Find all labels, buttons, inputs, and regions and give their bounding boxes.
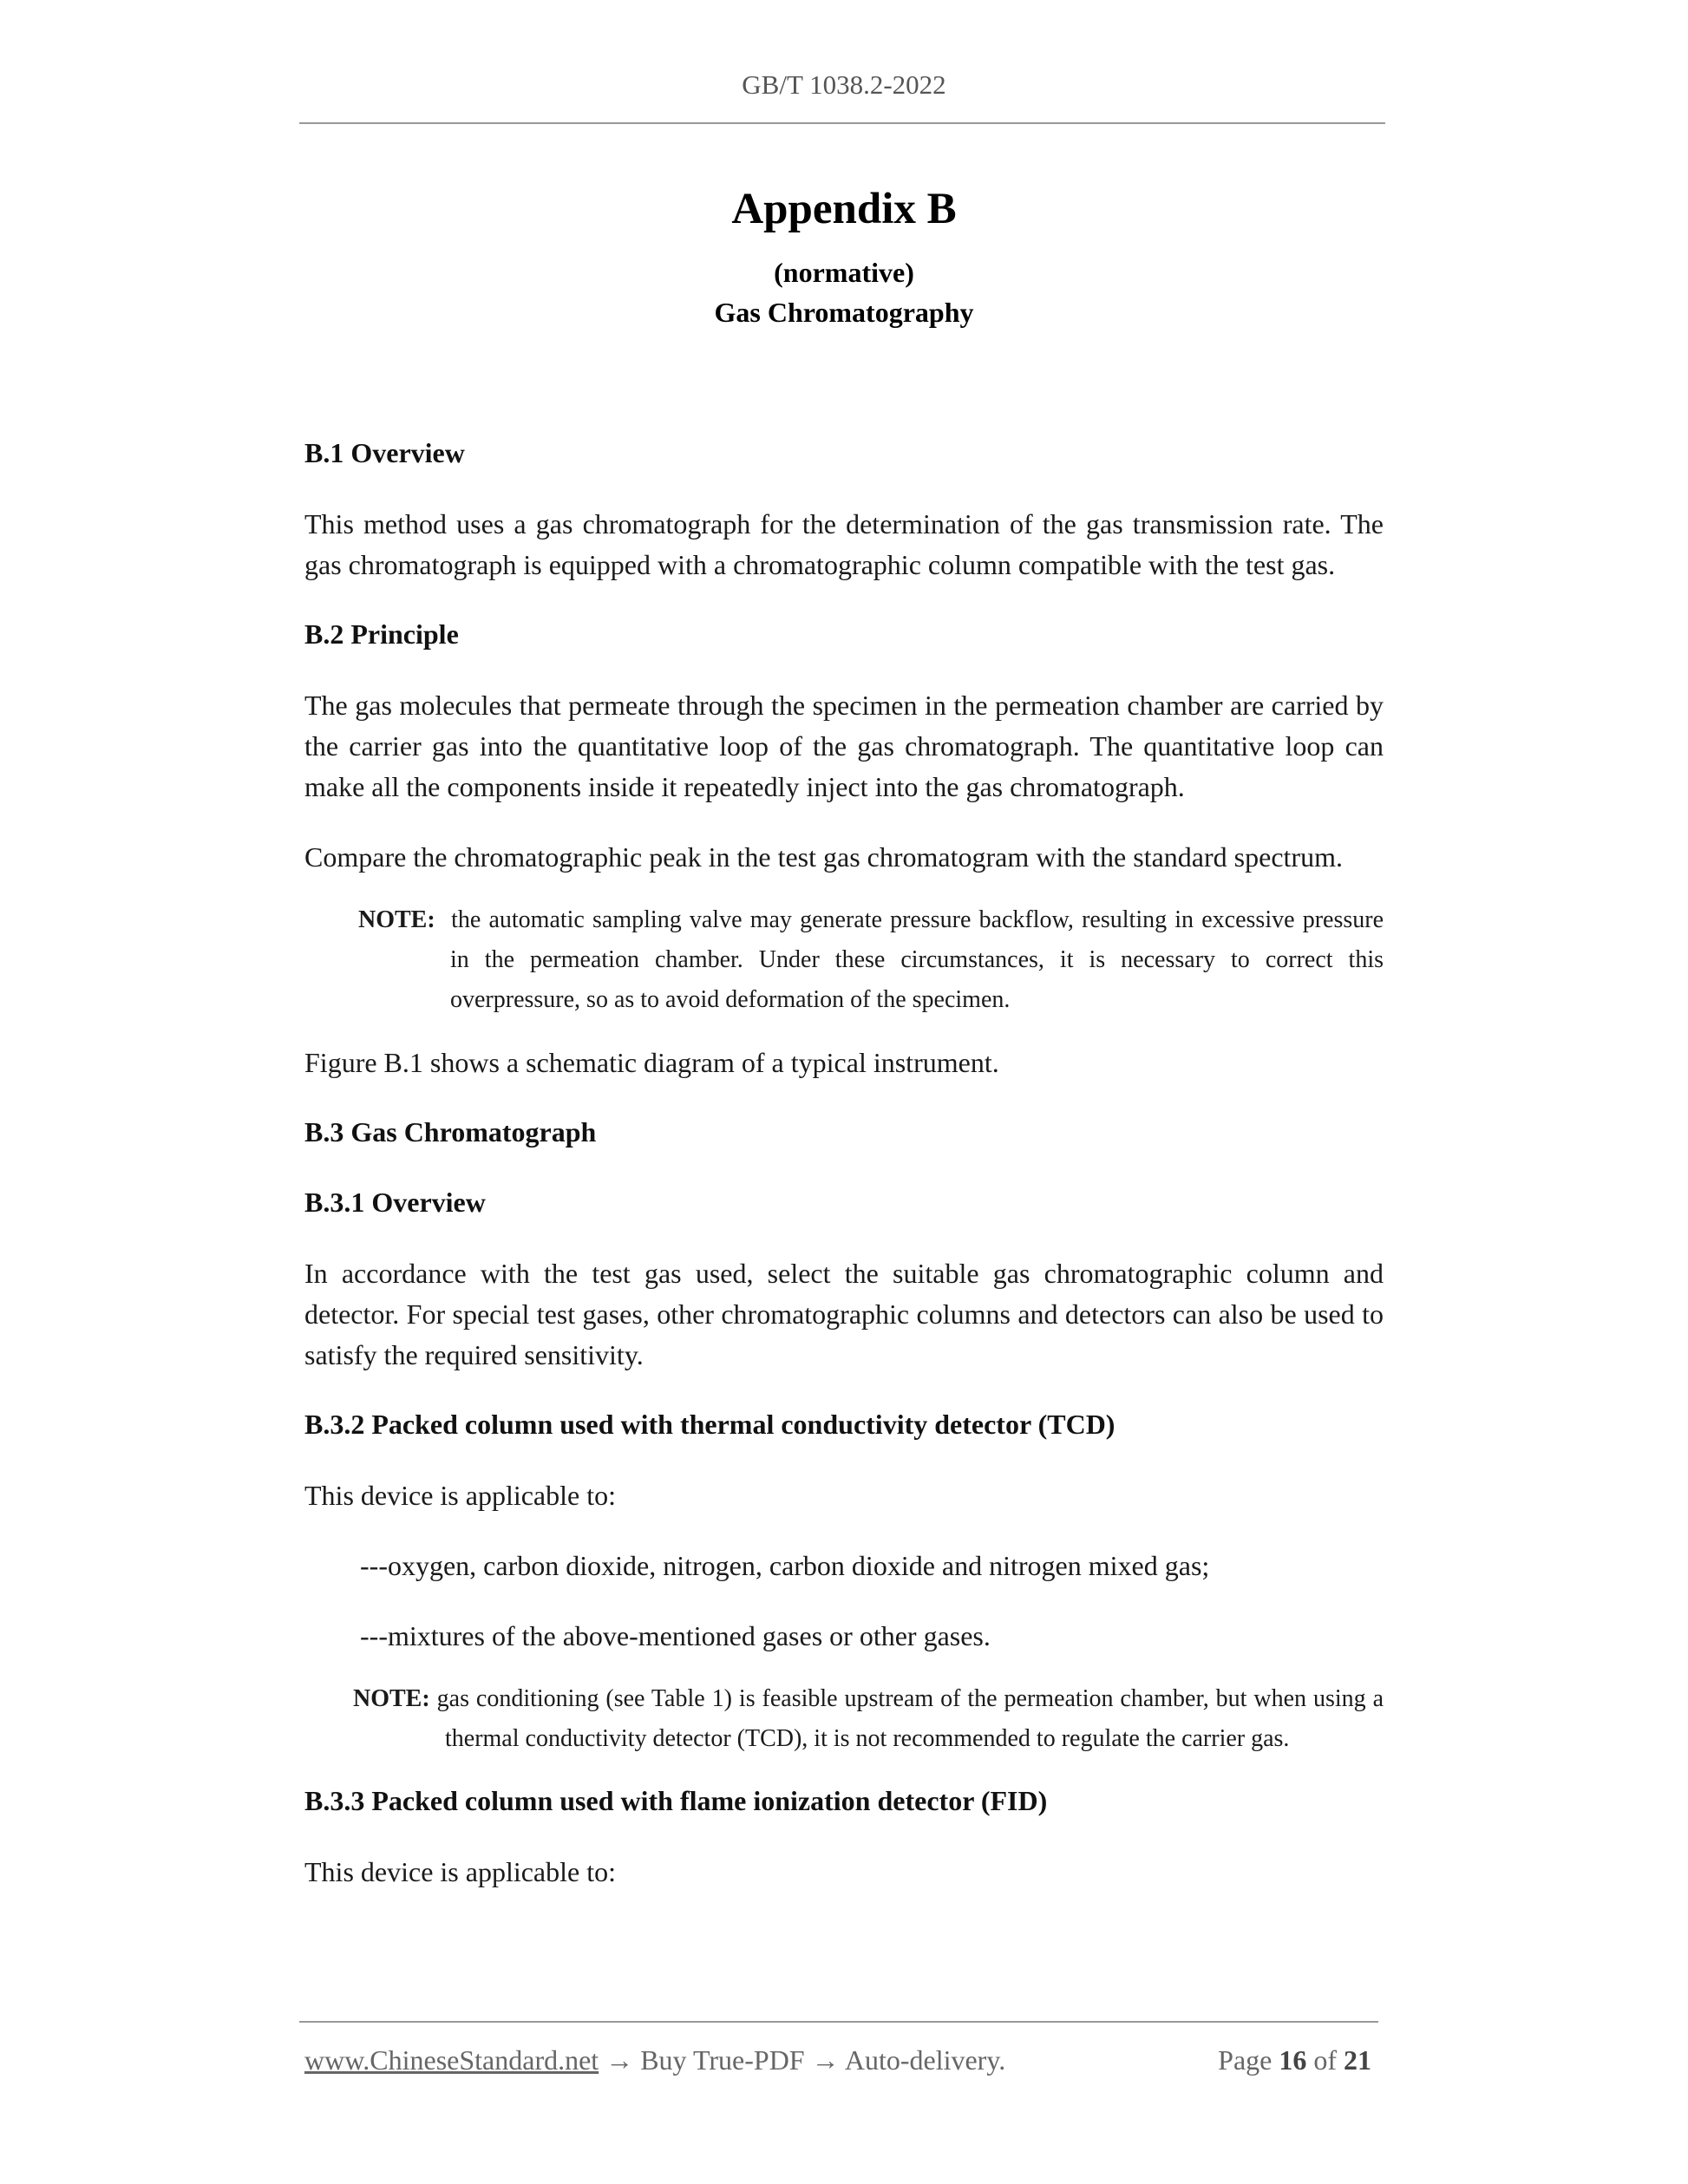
- paragraph-b33-applicable: This device is applicable to:: [304, 1856, 616, 1887]
- page-word: Page: [1218, 2044, 1273, 2076]
- page-of: of: [1313, 2044, 1337, 2076]
- buy-text: Buy True-PDF: [640, 2044, 805, 2076]
- site-link[interactable]: www.ChineseStandard.net: [304, 2044, 599, 2076]
- list-item: ---mixtures of the above-mentioned gases or other gases.: [360, 1620, 991, 1651]
- note-text: the automatic sampling valve may generate pressure backflow, resulting in excessive pressure in the permeation chamber. Under these circumstances, it is necessary to correct this overpressure, so as to avoid deformation of the specimen.: [450, 906, 1384, 1013]
- appendix-title: Appendix B: [731, 185, 957, 233]
- section-heading-b32: B.3.2 Packed column used with thermal conductivity detector (TCD): [304, 1409, 1116, 1440]
- paragraph-b2-principle: The gas molecules that permeate through the specimen in the permeation chamber are carried by the carrier gas into the quantitative loop of the gas chromatograph. The quantitative loop can make all the components inside it repeatedly inject into the gas chromatograph.: [304, 690, 1384, 802]
- page-total: 21: [1344, 2044, 1371, 2076]
- note-b32: [304, 1679, 1384, 1759]
- body-content: [304, 434, 1384, 1893]
- paragraph-b1: This method uses a gas chromatograph for the determination of the gas transmission rate. The gas chromatograph is equipped with a chromatographic column compatible with the test gas.: [304, 508, 1384, 580]
- footer-promo: [304, 2041, 1005, 2079]
- arrow-right-icon: →: [811, 2044, 840, 2076]
- paragraph-b2-compare: Compare the chromatographic peak in the test gas chromatogram with the standard spectrum.: [304, 841, 1343, 873]
- running-header: GB/T 1038.2-2022: [742, 69, 946, 100]
- page-current: 16: [1279, 2044, 1307, 2076]
- footer-divider: [299, 2021, 1378, 2023]
- section-heading-b3: B.3 Gas Chromatograph: [304, 1116, 597, 1148]
- note-label: NOTE:: [358, 906, 435, 933]
- list-item: ---oxygen, carbon dioxide, nitrogen, carbon dioxide and nitrogen mixed gas;: [360, 1550, 1210, 1581]
- appendix-type: (normative): [774, 257, 914, 288]
- paragraph-figure-reference: Figure B.1 shows a schematic diagram of a typical instrument.: [304, 1047, 999, 1078]
- delivery-text: Auto-delivery.: [844, 2044, 1006, 2076]
- arrow-right-icon: →: [605, 2044, 634, 2076]
- header-divider: [299, 122, 1385, 124]
- note-label: NOTE:: [353, 1685, 430, 1712]
- section-heading-b2: B.2 Principle: [304, 618, 459, 650]
- page-number: [1218, 2041, 1371, 2079]
- note-text: gas conditioning (see Table 1) is feasible upstream of the permeation chamber, but when using a thermal conductivity detector (TCD), it is not recommended to regulate the carrier gas.: [436, 1685, 1384, 1752]
- section-heading-b1: B.1 Overview: [304, 437, 465, 468]
- paragraph-b31: In accordance with the test gas used, select the suitable gas chromatographic column and detector. For special test gases, other chromatographic columns and detectors can also be used to satisfy the required sensitivity.: [304, 1258, 1384, 1370]
- appendix-name: Gas Chromatography: [714, 297, 974, 328]
- section-heading-b31: B.3.1 Overview: [304, 1187, 486, 1218]
- note-b2: [304, 900, 1384, 1020]
- section-heading-b33: B.3.3 Packed column used with flame ionization detector (FID): [304, 1785, 1048, 1816]
- paragraph-b32-applicable: This device is applicable to:: [304, 1480, 616, 1511]
